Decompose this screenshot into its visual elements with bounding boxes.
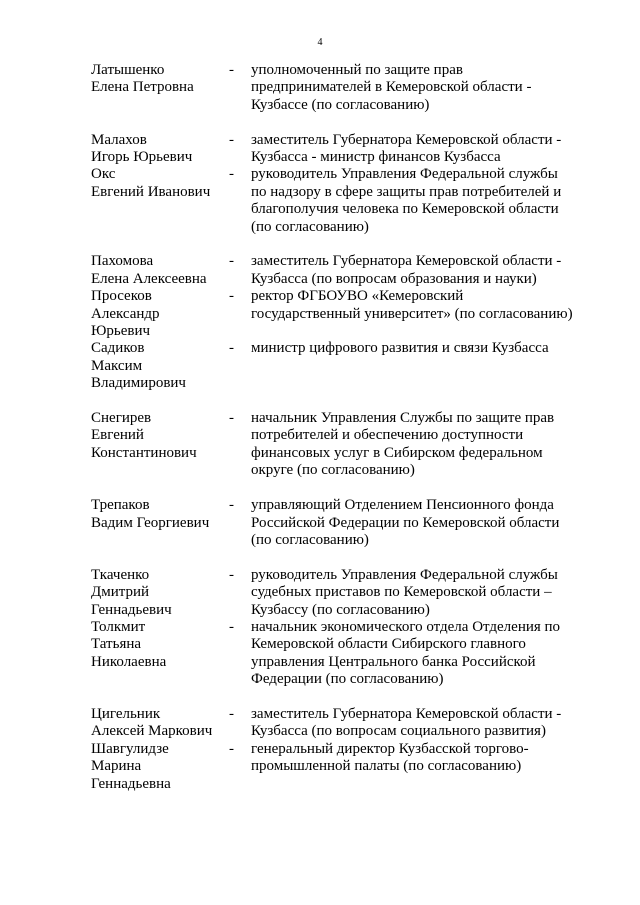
member-name-line: Цигельник (91, 705, 161, 722)
member-role-line: управления Центрального банка Российской (251, 653, 536, 670)
member-name-line: Николаевна (91, 653, 167, 670)
member-role-line: потребителей и обеспечению доступности (251, 427, 524, 444)
member-role-line: министр цифрового развития и связи Кузбасса (251, 340, 549, 357)
member-role-line: государственный университет» (по согласованию) (251, 305, 573, 322)
member-role (251, 132, 591, 167)
member-role (251, 619, 591, 689)
member-name-line: Ткаченко (91, 566, 150, 583)
member-role-line: (по согласованию) (251, 218, 369, 235)
member-name-line: Пахомова (91, 253, 154, 270)
member-name-line: Игорь Юрьевич (91, 149, 193, 166)
member-role-line: Кузбассе (по согласованию) (251, 96, 430, 113)
member-entry (91, 619, 591, 689)
member-name-line: Владимирович (91, 375, 186, 392)
member-name-line: Евгений (91, 427, 144, 444)
member-role-line: Федерации (по согласованию) (251, 671, 444, 688)
member-role (251, 166, 591, 236)
separator-dash: - (229, 288, 234, 305)
member-role (251, 62, 591, 114)
member-name-line: Геннадьевич (91, 601, 172, 618)
member-name-line: Татьяна (91, 636, 142, 653)
member-role-line: благополучия человека по Кемеровской области (251, 201, 559, 218)
member-name-line: Толкмит (91, 618, 146, 635)
member-role-line: предпринимателей в Кемеровской области - (251, 79, 532, 96)
member-role-line: ректор ФГБОУВО «Кемеровский (251, 288, 464, 305)
member-role-line: финансовых услуг в Сибирском федеральном (251, 444, 543, 461)
member-name-line: Константинович (91, 444, 197, 461)
member-entry (91, 706, 591, 741)
member-name-line: Трепаков (91, 497, 150, 514)
member-role-line: начальник экономического отдела Отделения по (251, 618, 561, 635)
member-role (251, 410, 591, 480)
member-name (91, 410, 229, 480)
member-name (91, 62, 229, 114)
member-name-line: Вадим Георгиевич (91, 514, 210, 531)
member-name-line: Алексей Маркович (91, 723, 213, 740)
separator-dash: - (229, 131, 234, 148)
member-entry (91, 253, 591, 288)
member-role-line: (по согласованию) (251, 531, 369, 548)
member-entry (91, 166, 591, 236)
member-entry (91, 62, 591, 114)
member-role-line: заместитель Губернатора Кемеровской области - (251, 705, 562, 722)
separator-dash: - (229, 253, 234, 270)
member-role-line: руководитель Управления Федеральной службы (251, 166, 558, 183)
member-name-line: Максим (91, 357, 143, 374)
member-name-line: Дмитрий (91, 584, 150, 601)
member-name (91, 706, 229, 741)
member-role-line: Российской Федерации по Кемеровской области (251, 514, 560, 531)
member-name (91, 166, 229, 236)
page-number: 4 (317, 37, 323, 48)
member-role-line: управляющий Отделением Пенсионного фонда (251, 497, 554, 514)
member-role (251, 706, 591, 741)
separator-dash: - (229, 740, 234, 757)
separator-dash: - (229, 566, 234, 583)
member-name-line: Шавгулидзе (91, 740, 169, 757)
separator-dash: - (229, 618, 234, 635)
member-name (91, 497, 229, 549)
member-name (91, 567, 229, 619)
member-name-line: Садиков (91, 340, 145, 357)
member-entry (91, 132, 591, 167)
member-role-line: генеральный директор Кузбасской торгово- (251, 740, 529, 757)
member-name-line: Александр (91, 305, 160, 322)
member-role-line: судебных приставов по Кемеровской области – (251, 584, 552, 601)
member-role-line: начальник Управления Службы по защите прав (251, 410, 555, 427)
member-role-line: округе (по согласованию) (251, 462, 415, 479)
member-role (251, 741, 591, 793)
member-name-line: Геннадьевна (91, 775, 171, 792)
member-name-line: Юрьевич (91, 323, 151, 340)
member-role (251, 340, 591, 392)
member-entry (91, 741, 591, 793)
separator-dash: - (229, 166, 234, 183)
member-role-line: заместитель Губернатора Кемеровской области - (251, 131, 562, 148)
member-entry (91, 497, 591, 549)
member-name-line: Снегирев (91, 410, 152, 427)
member-name (91, 741, 229, 793)
member-role-line: заместитель Губернатора Кемеровской области - (251, 253, 562, 270)
member-name-line: Латышенко (91, 62, 165, 78)
member-role-line: по надзору в сфере защиты прав потребителей и (251, 183, 562, 200)
member-name-line: Просеков (91, 288, 152, 305)
separator-dash: - (229, 497, 234, 514)
member-entry (91, 410, 591, 480)
member-role (251, 288, 591, 340)
member-role (251, 253, 591, 288)
member-name (91, 340, 229, 392)
member-role-line: Кузбасса (по вопросам социального развития) (251, 723, 546, 740)
member-entry (91, 340, 591, 392)
member-role-line: Кузбассу (по согласованию) (251, 601, 430, 618)
member-name (91, 132, 229, 167)
member-name-line: Марина (91, 758, 142, 775)
member-name-line: Елена Алексеевна (91, 270, 207, 287)
separator-dash: - (229, 340, 234, 357)
member-role-line: Кемеровской области Сибирского главного (251, 636, 526, 653)
member-name (91, 619, 229, 689)
member-name-line: Малахов (91, 131, 147, 148)
member-name-line: Елена Петровна (91, 79, 194, 96)
member-entry (91, 288, 591, 340)
separator-dash: - (229, 62, 234, 78)
separator-dash: - (229, 705, 234, 722)
member-name-line: Окс (91, 166, 116, 183)
member-role (251, 567, 591, 619)
member-role-line: руководитель Управления Федеральной службы (251, 566, 558, 583)
member-role (251, 497, 591, 549)
member-list (91, 62, 591, 793)
separator-dash: - (229, 410, 234, 427)
member-name (91, 253, 229, 288)
member-entry (91, 567, 591, 619)
member-name-line: Евгений Иванович (91, 183, 211, 200)
member-name (91, 288, 229, 340)
member-role-line: Кузбасса - министр финансов Кузбасса (251, 149, 501, 166)
member-role-line: Кузбасса (по вопросам образования и науки) (251, 270, 537, 287)
member-role-line: промышленной палаты (по согласованию) (251, 758, 522, 775)
member-role-line: уполномоченный по защите прав (251, 62, 463, 78)
